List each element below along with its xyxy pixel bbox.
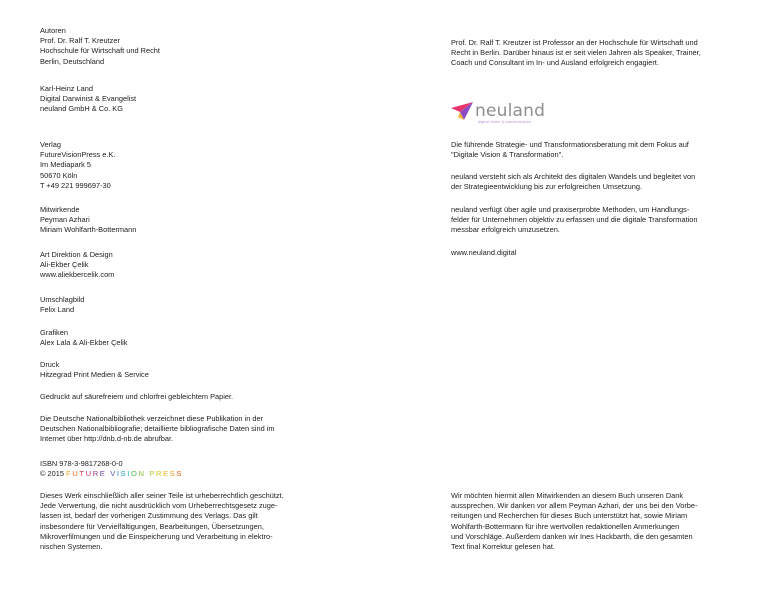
coauthor-block-line: Karl-Heinz Land xyxy=(40,84,93,93)
graphics-block-line: Alex Lala & Ali-Ekber Çelik xyxy=(40,338,128,348)
future-vision-press-logo: FUTURE VISION PRESS xyxy=(66,469,184,479)
coauthor-block-line: neuland GmbH & Co. KG xyxy=(40,104,123,114)
national-library-note-line: Internet über http://dnb.d-nb.de abrufbar. xyxy=(40,434,174,444)
website-link[interactable] xyxy=(451,248,736,258)
methods-text xyxy=(451,205,736,236)
contributors-block-line: Miriam Wohlfarth-Bottermann xyxy=(40,225,137,235)
contributors-block-line: Peyman Azhari xyxy=(40,215,90,225)
publisher-block-line: Verlag xyxy=(40,140,61,149)
authors-block-line: Hochschule für Wirtschaft und Recht xyxy=(40,46,160,56)
graphics-block-line: Grafiken xyxy=(40,328,68,337)
architect-text-line: der Strategieentwicklung bis zur erfolgreichen Umsetzung. xyxy=(451,182,643,192)
methods-text-line: messbar erfolgreich umzusetzen. xyxy=(451,225,560,235)
copyright-line xyxy=(40,469,330,479)
copyright-notice-line: lassen ist, bedarf der vorherigen Zustimmung des Verlags. Das gilt xyxy=(40,511,258,521)
copyright-notice xyxy=(40,491,330,552)
consulting-claim xyxy=(451,140,736,160)
copyright-notice-line: insbesondere für Vervielfältigungen, Bearbeitungen, Übersetzungen, xyxy=(40,521,264,531)
print-block-line: Hitzegrad Print Medien & Service xyxy=(40,370,149,380)
copyright-notice-line: Mikroverfilmungen und die Einspeicherung und Verarbeitung in elektro- xyxy=(40,531,273,541)
neuland-logo-word: neuland xyxy=(475,100,546,121)
print-block xyxy=(40,360,330,380)
neuland-logo-icon xyxy=(451,101,473,121)
acknowledgements-line: Wir möchten hiermit allen Mitwirkenden an diesem Buch unseren Dank xyxy=(451,491,684,500)
authors-block-line: Prof. Dr. Ralf T. Kreutzer xyxy=(40,36,120,46)
coauthor-block-line: Digital Darwinist & Evangelist xyxy=(40,94,137,104)
copyright-year: © 2015 xyxy=(40,469,64,479)
acknowledgements-line: und Vorschläge. Außerdem danken wir Ines Hackbarth, die den gesamten xyxy=(451,531,693,541)
authors-block-line: Berlin, Deutschland xyxy=(40,56,105,66)
publisher-block-line: Im Mediapark 5 xyxy=(40,160,91,170)
paper-note-line: Gedruckt auf säurefreiem und chlorfrei gebleichtem Papier. xyxy=(40,392,234,401)
copyright-notice-line: Dieses Werk einschließlich aller seiner Teile ist urheberrechtlich geschützt. xyxy=(40,491,284,500)
acknowledgements-line: aussprechen. Wir danken vor allem Peyman Azhari, der uns bei den Vorbe- xyxy=(451,501,698,511)
authors-block xyxy=(40,26,330,67)
author-bio-line: Prof. Dr. Ralf T. Kreutzer ist Professor an der Hochschule für Wirtschaft und xyxy=(451,38,698,47)
publisher-block-line: FutureVisionPress e.K. xyxy=(40,150,116,160)
website-url[interactable]: www.neuland.digital xyxy=(451,248,517,257)
authors-block-line: Autoren xyxy=(40,26,66,35)
methods-text-line: neuland verfügt über agile und praxiserprobte Methoden, um Handlungs- xyxy=(451,205,690,214)
consulting-claim-line: Die führende Strategie- und Transformationsberatung mit dem Fokus auf xyxy=(451,140,689,149)
publisher-block xyxy=(40,140,330,191)
neuland-logo xyxy=(451,100,545,122)
national-library-note xyxy=(40,414,330,445)
architect-text xyxy=(451,172,736,192)
isbn: ISBN 978-3-9817268-0-0 xyxy=(40,459,123,468)
author-bio-line: Recht in Berlin. Darüber hinaus ist er seit vielen Jahren als Speaker, Trainer, xyxy=(451,48,701,58)
print-block-line: Druck xyxy=(40,360,60,369)
cover-image-block-line: Umschlagbild xyxy=(40,295,85,304)
cover-image-block-line: Felix Land xyxy=(40,305,75,315)
contributors-block-line: Mitwirkende xyxy=(40,205,80,214)
acknowledgements-line: Text final Korrektur gelesen hat. xyxy=(451,542,555,552)
left-page xyxy=(40,0,330,600)
consulting-claim-line: "Digitale Vision & Transformation". xyxy=(451,150,564,160)
architect-text-line: neuland versteht sich als Architekt des digitalen Wandels und begleitet von xyxy=(451,172,696,181)
copyright-notice-line: nischen Systemen. xyxy=(40,542,103,552)
graphics-block xyxy=(40,328,330,348)
acknowledgements-line: reitungen und Recherchen für dieses Buch unterstützt hat, sowie Miriam xyxy=(451,511,688,521)
right-page xyxy=(451,0,736,600)
methods-text-line: felder für Unternehmen objektiv zu erfassen und die digitale Transformation xyxy=(451,215,698,225)
paper-note xyxy=(40,392,330,402)
copyright-notice-line: Jede Verwertung, die nicht ausdrücklich vom Urheberrechtsgesetz zuge- xyxy=(40,501,278,511)
acknowledgements-line: Wohlfarth-Bottermann für ihre wertvollen redaktionellen Anmerkungen xyxy=(451,521,680,531)
art-direction-block xyxy=(40,250,330,281)
neuland-logo-tagline: digital vision & transformation xyxy=(478,120,532,124)
publisher-block-line: T +49 221 999697-30 xyxy=(40,180,111,190)
publisher-block-line: 50670 Köln xyxy=(40,170,78,180)
art-direction-block-line: Art Direktion & Design xyxy=(40,250,113,259)
national-library-note-line: Deutschen Nationalbibliografie; detaillierte bibliografische Daten sind im xyxy=(40,424,275,434)
acknowledgements xyxy=(451,491,736,552)
coauthor-block xyxy=(40,84,330,115)
art-direction-block-line: www.aliekbercelik.com xyxy=(40,270,115,280)
author-bio xyxy=(451,38,736,69)
author-bio-line: Coach und Consultant im In- und Ausland erfolgreich engagiert. xyxy=(451,58,659,68)
contributors-block xyxy=(40,205,330,236)
cover-image-block xyxy=(40,295,330,315)
national-library-note-line: Die Deutsche Nationalbibliothek verzeichnet diese Publikation in der xyxy=(40,414,264,423)
isbn-block xyxy=(40,459,330,479)
art-direction-block-line: Ali-Ekber Çelik xyxy=(40,260,89,270)
